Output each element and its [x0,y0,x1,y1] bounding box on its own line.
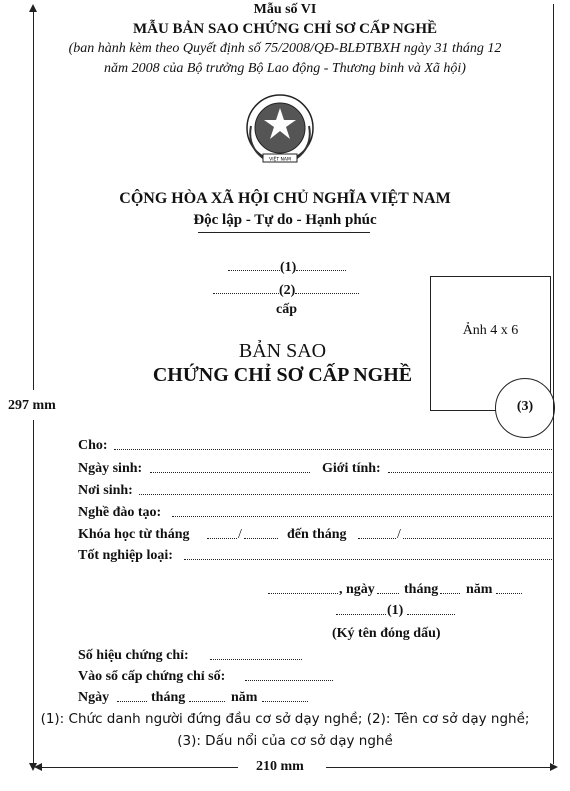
date-year-label: năm [466,582,493,597]
dob-label: Ngày sinh: [78,461,143,476]
stamp-label: (3) [516,399,534,414]
motto: Độc lập - Tự do - Hạnh phúc [193,212,377,228]
issuer-line-1 [228,258,346,276]
height-dim-label: 297 mm [8,398,56,413]
serial-label: Số hiệu chứng chỉ: [78,648,189,663]
width-dim-line-right [326,767,551,768]
register-field [245,680,333,681]
course-from-label: Khóa học từ tháng [78,527,190,542]
birthplace-label: Nơi sinh: [78,483,133,498]
arrow-left-icon [34,763,42,771]
grade-label: Tốt nghiệp loại: [78,548,173,563]
gender-label: Giới tính: [322,461,381,476]
dob-field [150,472,310,473]
width-dim-label: 210 mm [256,759,304,774]
emblem-ribbon-text: VIỆT NAM [269,157,291,163]
issuer-2-label: (2) [279,283,296,298]
national-emblem-icon [245,86,315,174]
date-month-label: tháng [404,582,439,597]
course-to-slash: / [397,527,401,542]
course-to-label: đến tháng [287,527,347,542]
copy-heading: BẢN SAO [238,340,327,362]
signer-right-dots [407,614,455,615]
form-number: Mẫu số VI [253,2,317,17]
country-name: CỘNG HÒA XÃ HỘI CHỦ NGHĨA VIỆT NAM [119,190,451,207]
reg-year-label: năm [231,690,258,705]
course-to-month [358,538,396,539]
course-from-year [244,538,278,539]
date-month-field [440,593,460,594]
reg-year-field [262,701,308,702]
stamp-circle [495,378,555,438]
arrow-right-icon [550,763,558,771]
cert-heading: CHỨNG CHỈ SƠ CẤP NGHỀ [152,364,413,386]
sign-note: (Ký tên đóng dấu) [332,626,441,641]
decree-line-2: năm 2008 của Bộ trưởng Bộ Lao động - Thương binh và Xã hội) [104,61,466,76]
place-field [268,593,338,594]
date-day-field [377,593,399,594]
date-year-field [496,593,522,594]
page-right-edge [553,4,554,764]
recipient-label: Cho: [78,438,108,453]
motto-underline [198,232,370,233]
notes-line-2: (3): Dấu nổi của cơ sở dạy nghề [177,733,393,749]
arrow-up-icon [29,4,37,12]
signer-label: (1) [387,603,404,618]
notes-line-1: (1): Chức danh người đứng đầu cơ sở dạy nghề; (2): Tên cơ sở dạy nghề; [40,711,530,727]
register-label: Vào sổ cấp chứng chỉ số: [78,669,226,684]
course-from-month [207,538,237,539]
signer-left-dots [336,614,386,615]
gender-field [388,472,552,473]
reg-day-label: Ngày [78,690,110,705]
trade-field [172,516,552,517]
reg-day-field [117,701,147,702]
trade-label: Nghề đào tạo: [78,505,162,520]
issuer-line-2 [213,281,359,299]
decree-line-1: (ban hành kèm theo Quyết định số 75/2008/QĐ-BLĐTBXH ngày 31 tháng 12 [68,41,502,56]
course-to-year [403,538,552,539]
date-day-label: , ngày [339,582,375,597]
height-dim-line-top [33,10,34,390]
issuer-1-label: (1) [280,260,297,275]
birthplace-field [139,494,552,495]
reg-month-label: tháng [151,690,186,705]
width-dim-line-left [40,767,238,768]
form-title: MẪU BẢN SAO CHỨNG CHỈ SƠ CẤP NGHỀ [132,21,438,37]
serial-field [210,659,302,660]
grade-field [184,559,552,560]
recipient-field [114,449,552,450]
photo-label: Ảnh 4 x 6 [462,323,519,338]
reg-month-field [189,701,225,702]
course-from-slash: / [238,527,242,542]
issue-word: cấp [276,302,297,317]
